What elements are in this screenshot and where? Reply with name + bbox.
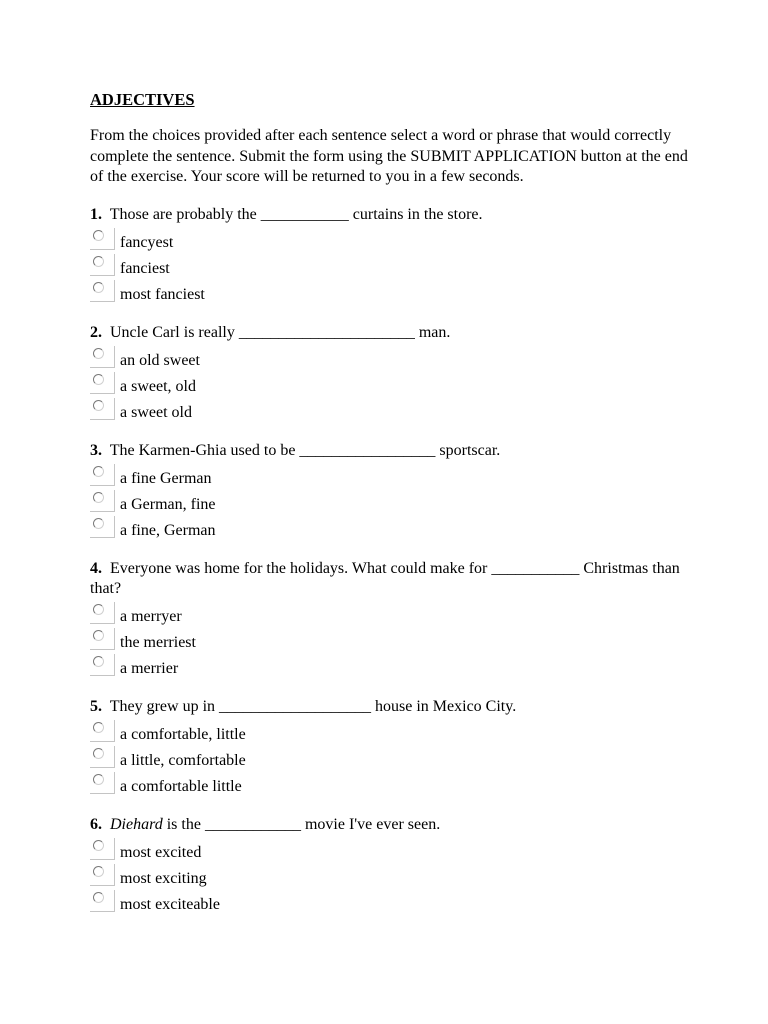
option-most-exciteable[interactable] <box>90 890 690 916</box>
question-sentence: is the ____________ movie I've ever seen. <box>166 815 441 833</box>
option-a-comfortable-comma-little[interactable] <box>90 720 690 746</box>
option-label: a comfortable little <box>120 777 242 795</box>
radio-button[interactable] <box>90 490 115 512</box>
radio-circle-icon <box>93 466 104 477</box>
question-text <box>90 559 690 599</box>
option-label: a comfortable, little <box>120 725 246 743</box>
option-a-sweet-old[interactable] <box>90 398 690 424</box>
option-label: a fine, German <box>120 521 216 539</box>
option-a-fine-comma-german[interactable] <box>90 516 690 542</box>
radio-circle-icon <box>93 892 104 903</box>
radio-button[interactable] <box>90 254 115 276</box>
question-sentence: Everyone was home for the holidays. What could make for ___________ Christmas than that? <box>90 559 680 597</box>
page-title: ADJECTIVES <box>90 90 195 109</box>
question-6 <box>90 815 690 916</box>
radio-circle-icon <box>93 630 104 641</box>
option-label: fanciest <box>120 259 170 277</box>
radio-button[interactable] <box>90 720 115 742</box>
option-label: a fine German <box>120 469 212 487</box>
option-label: the merriest <box>120 633 196 651</box>
radio-button[interactable] <box>90 280 115 302</box>
radio-button[interactable] <box>90 372 115 394</box>
question-number: 3. <box>90 441 102 459</box>
radio-circle-icon <box>93 518 104 529</box>
question-sentence: Those are probably the ___________ curtains in the store. <box>109 205 483 223</box>
question-text <box>90 815 690 835</box>
radio-button[interactable] <box>90 628 115 650</box>
question-text <box>90 205 690 225</box>
question-5 <box>90 697 690 798</box>
question-text <box>90 441 690 461</box>
radio-button[interactable] <box>90 228 115 250</box>
radio-circle-icon <box>93 656 104 667</box>
option-label: fancyest <box>120 233 174 251</box>
option-fancyest[interactable] <box>90 228 690 254</box>
option-most-fanciest[interactable] <box>90 280 690 306</box>
question-number: 5. <box>90 697 102 715</box>
radio-button[interactable] <box>90 864 115 886</box>
radio-button[interactable] <box>90 516 115 538</box>
option-an-old-sweet[interactable] <box>90 346 690 372</box>
radio-button[interactable] <box>90 838 115 860</box>
radio-circle-icon <box>93 840 104 851</box>
question-2 <box>90 323 690 424</box>
option-a-fine-german[interactable] <box>90 464 690 490</box>
option-the-merriest[interactable] <box>90 628 690 654</box>
option-a-merrier[interactable] <box>90 654 690 680</box>
option-label: a sweet, old <box>120 377 196 395</box>
question-number: 1. <box>90 205 102 223</box>
radio-circle-icon <box>93 282 104 293</box>
question-number: 4. <box>90 559 102 577</box>
radio-circle-icon <box>93 748 104 759</box>
option-label: a merrier <box>120 659 179 677</box>
question-sentence: They grew up in ___________________ house in Mexico City. <box>109 697 517 715</box>
option-label: a little, comfortable <box>120 751 246 769</box>
radio-circle-icon <box>93 230 104 241</box>
option-a-german-comma-fine[interactable] <box>90 490 690 516</box>
question-text <box>90 697 690 717</box>
radio-circle-icon <box>93 400 104 411</box>
option-label: a German, fine <box>120 495 216 513</box>
option-a-comfortable-little[interactable] <box>90 772 690 798</box>
question-3 <box>90 441 690 542</box>
radio-button[interactable] <box>90 602 115 624</box>
option-label: an old sweet <box>120 351 200 369</box>
option-label: most excited <box>120 843 202 861</box>
question-number: 6. <box>90 815 102 833</box>
option-a-merryer[interactable] <box>90 602 690 628</box>
radio-circle-icon <box>93 256 104 267</box>
option-most-exciting[interactable] <box>90 864 690 890</box>
question-emphasis: Diehard <box>110 815 163 833</box>
option-fanciest[interactable] <box>90 254 690 280</box>
radio-circle-icon <box>93 722 104 733</box>
option-a-sweet-comma-old[interactable] <box>90 372 690 398</box>
question-1 <box>90 205 690 306</box>
option-most-excited[interactable] <box>90 838 690 864</box>
option-label: a merryer <box>120 607 182 625</box>
question-sentence: Uncle Carl is really ______________________ man. <box>110 323 451 341</box>
radio-button[interactable] <box>90 346 115 368</box>
radio-button[interactable] <box>90 772 115 794</box>
radio-button[interactable] <box>90 398 115 420</box>
question-text <box>90 323 690 343</box>
option-a-little-comma-comfortable[interactable] <box>90 746 690 772</box>
radio-circle-icon <box>93 774 104 785</box>
option-label: most fanciest <box>120 285 205 303</box>
radio-circle-icon <box>93 348 104 359</box>
exercise-page <box>90 90 690 933</box>
radio-button[interactable] <box>90 654 115 676</box>
option-label: a sweet old <box>120 403 192 421</box>
radio-button[interactable] <box>90 746 115 768</box>
option-label: most exciteable <box>120 895 220 913</box>
radio-circle-icon <box>93 492 104 503</box>
radio-circle-icon <box>93 374 104 385</box>
radio-button[interactable] <box>90 464 115 486</box>
instructions: From the choices provided after each sentence select a word or phrase that would correctly complete the sentence. Submit the form using the SUBMIT APPLICATION button at the end of the exercise. Your score will be returned to you in a few seconds. <box>90 127 688 185</box>
question-number: 2. <box>90 323 102 341</box>
radio-circle-icon <box>93 604 104 615</box>
question-4 <box>90 559 690 680</box>
radio-button[interactable] <box>90 890 115 912</box>
question-sentence: The Karmen-Ghia used to be _________________ sportscar. <box>109 441 501 459</box>
option-label: most exciting <box>120 869 207 887</box>
radio-circle-icon <box>93 866 104 877</box>
